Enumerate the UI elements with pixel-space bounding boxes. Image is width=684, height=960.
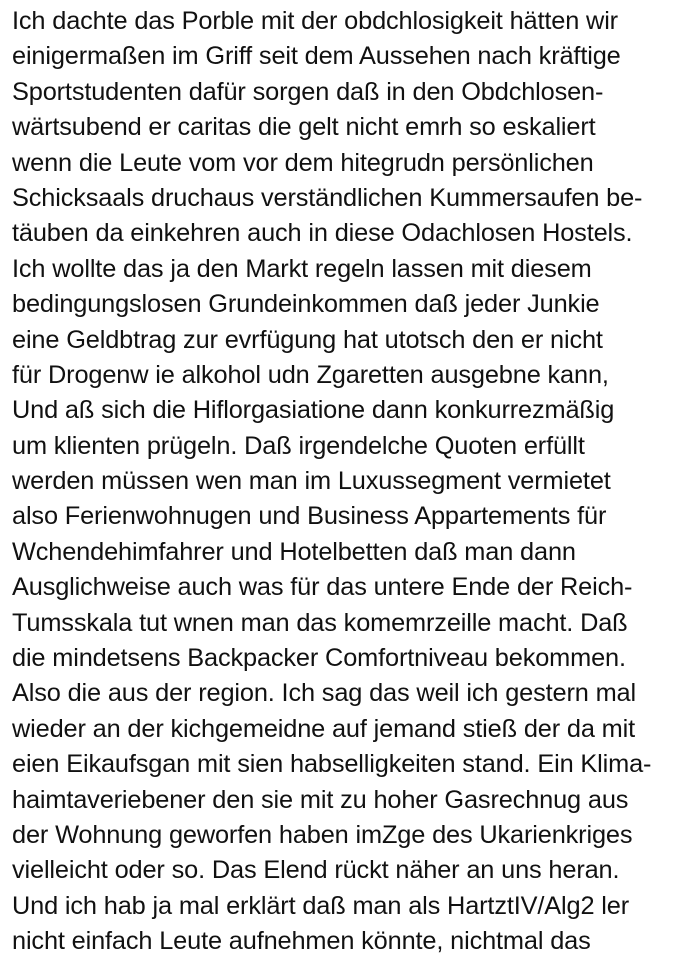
text-line: haimtaveriebener den sie mit zu hoher Gasrechnug aus (12, 785, 629, 814)
text-line: für Drogenw ie alkohol udn Zgaretten ausgebne kann, (12, 360, 609, 389)
text-line: täuben da einkehren auch in diese Odachlosen Hostels. (12, 219, 633, 248)
text-line: um klienten prügeln. Daß irgendelche Quoten erfüllt (12, 431, 585, 460)
text-line: vielleicht oder so. Das Elend rückt näher an uns heran. (12, 856, 620, 885)
text-line: Also die aus der region. Ich sag das weil ich gestern mal (12, 679, 636, 708)
text-line: einigermaßen im Griff seit dem Aussehen nach kräftige (12, 42, 621, 71)
text-line: also Ferienwohnugen und Business Appartements für (12, 502, 607, 531)
text-line: wieder an der kichgemeidne auf jemand stieß der da mit (12, 714, 636, 743)
text-line: Und ich hab ja mal erklärt daß man als HartztIV/Alg2 ler (12, 891, 630, 920)
text-line: werden müssen wen man im Luxussegment vermietet (12, 467, 611, 496)
text-line: nicht einfach Leute aufnehmen könnte, nichtmal das (12, 927, 591, 956)
text-line: bedingungslosen Grundeinkommen daß jeder Junkie (12, 290, 600, 319)
text-line: Ausglichweise auch was für das untere Ende der Reich- (12, 573, 633, 602)
text-line: Schicksaals druchaus verständlichen Kummersaufen be- (12, 183, 643, 212)
text-line: eien Eikaufsgan mit sien habselligkeiten stand. Ein Klima- (12, 750, 652, 779)
text-line: Tumsskala tut wnen man das komemrzeille macht. Daß (12, 608, 628, 637)
text-line: die mindetsens Backpacker Comfortniveau bekommen. (12, 644, 626, 673)
body-text (12, 4, 680, 960)
text-line: Ich dachte das Porble mit der obdchlosigkeit hätten wir (12, 7, 618, 35)
text-line: Und aß sich die Hiflorgasiatione dann konkurrezmäßig (12, 396, 615, 425)
text-line: wärtsubend er caritas die gelt nicht emrh so eskaliert (12, 113, 596, 142)
text-line: Sportstudenten dafür sorgen daß in den Obdchlosen- (12, 77, 604, 106)
text-line: eine Geldbtrag zur evrfügung hat utotsch den er nicht (12, 325, 603, 354)
text-line: der Wohnung geworfen haben imZge des Ukarienkriges (12, 820, 633, 849)
text-line: Ich wollte das ja den Markt regeln lassen mit diesem (12, 254, 592, 283)
text-line: wenn die Leute vom vor dem hitegrudn persönlichen (12, 148, 594, 177)
text-line: Wchendehimfahrer und Hotelbetten daß man dann (12, 537, 576, 566)
